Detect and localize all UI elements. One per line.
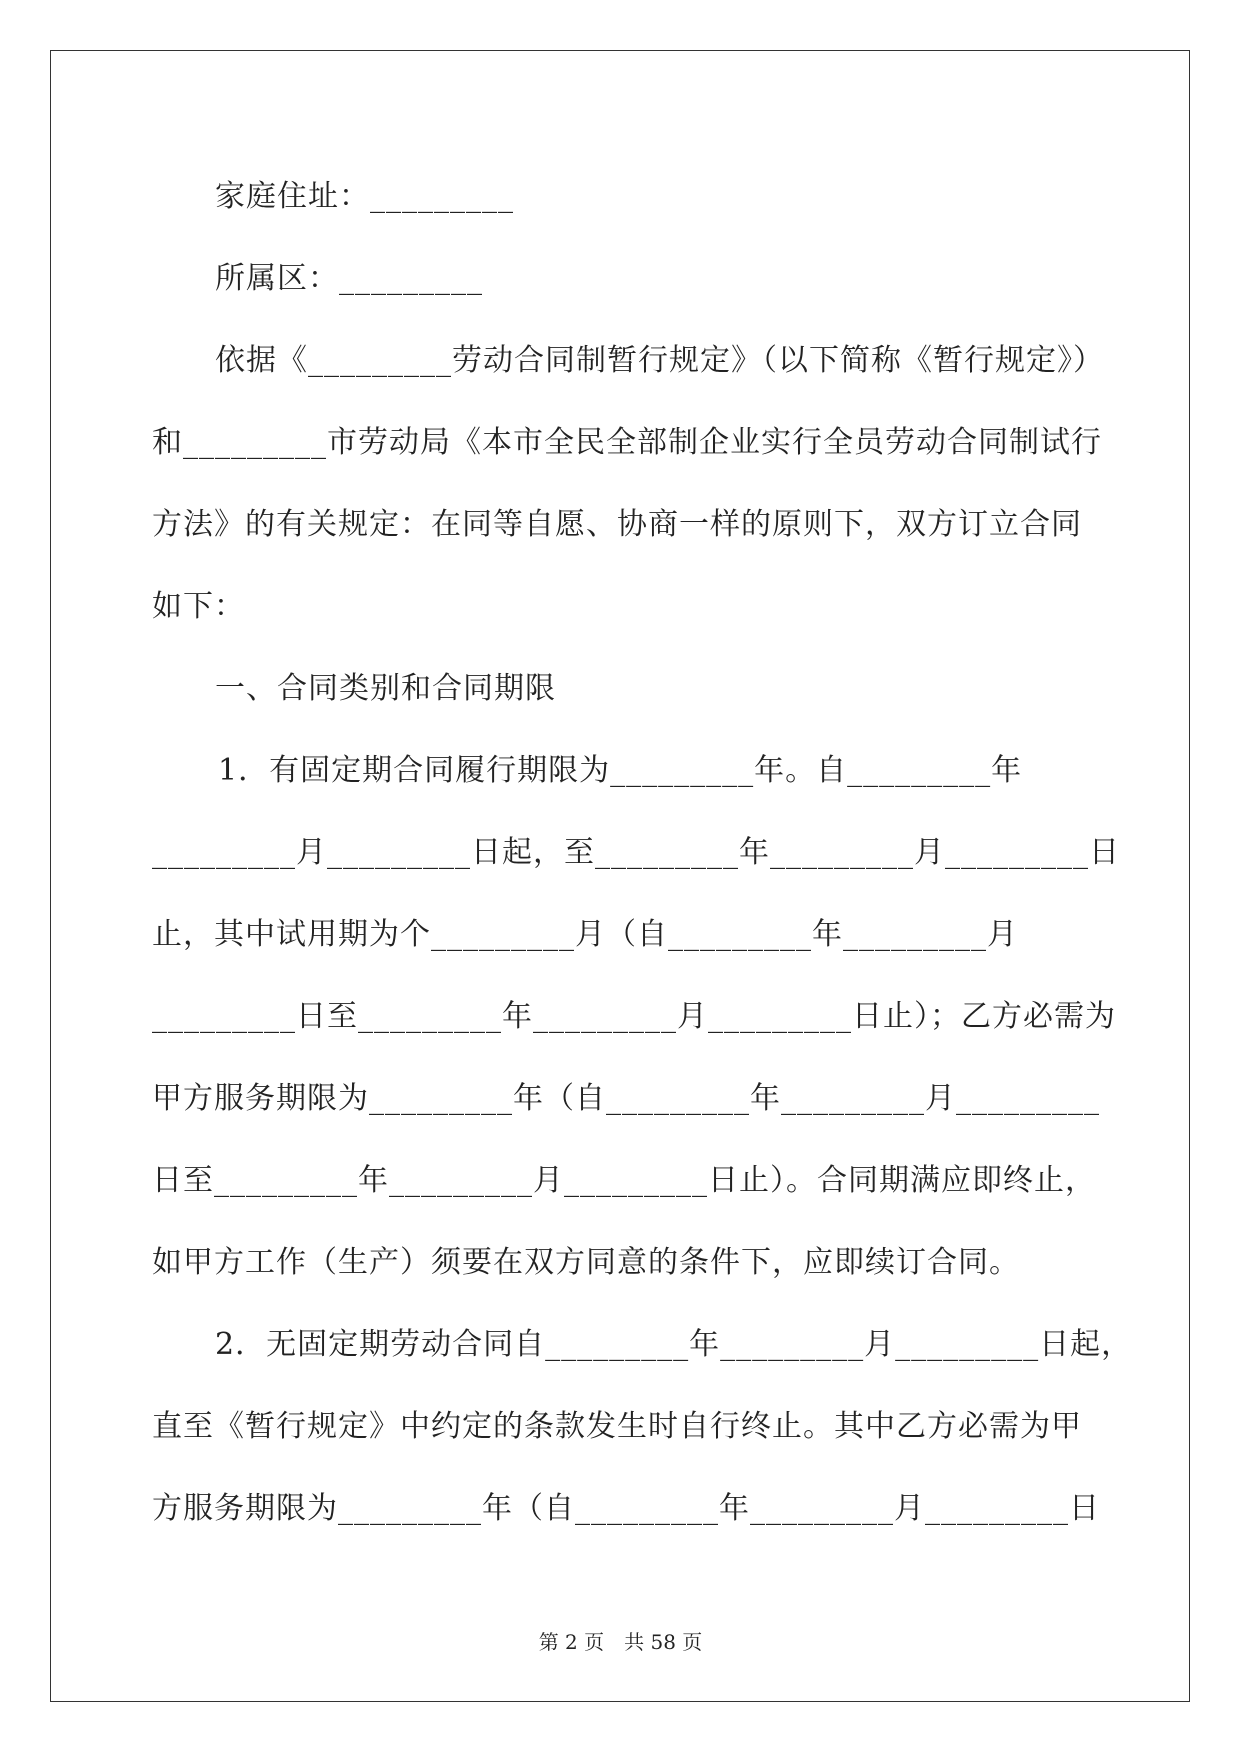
paragraph-line: 如下： — [152, 589, 245, 624]
paragraph-line: 甲方服务期限为_________年（自_________年_________月_________ — [152, 1081, 1100, 1116]
paragraph-line: 方服务期限为_________年（自_________年_________月_________日 — [152, 1491, 1100, 1526]
paragraph-line: _________月_________日起，至_________年_________月_________日 — [152, 835, 1120, 870]
paragraph-line: 如甲方工作（生产）须要在双方同意的条件下，应即续订合同。 — [152, 1245, 1020, 1280]
section-heading: 一、合同类别和合同期限 — [215, 671, 556, 706]
paragraph-line: 方法》的有关规定：在同等自愿、协商一样的原则下，双方订立合同 — [152, 507, 1082, 542]
paragraph-line: 止，其中试用期为个_________月（自_________年_________月 — [152, 917, 1018, 952]
paragraph-line: 日至_________年_________月_________日止）。合同期满应即终止， — [152, 1163, 1096, 1198]
paragraph-line: 依据《_________劳动合同制暂行规定》（以下简称《暂行规定》） — [215, 343, 1104, 378]
document-body — [152, 160, 1133, 1554]
page-number: 第 2 页 共 58 页 — [538, 1630, 703, 1654]
district-line: 所属区：_________ — [215, 261, 483, 296]
address-line: 家庭住址：_________ — [215, 179, 514, 214]
paragraph-line: 和_________市劳动局《本市全民全部制企业实行全员劳动合同制试行 — [152, 425, 1102, 460]
paragraph-line: _________日至_________年_________月_________日止）；乙方必需为 — [152, 999, 1116, 1034]
paragraph-line: 2．无固定期劳动合同自_________年_________月_________日起， — [215, 1327, 1133, 1362]
paragraph-line: 直至《暂行规定》中约定的条款发生时自行终止。其中乙方必需为甲 — [152, 1409, 1082, 1444]
paragraph-line: 1．有固定期合同履行期限为_________年。自_________年 — [218, 753, 1023, 788]
